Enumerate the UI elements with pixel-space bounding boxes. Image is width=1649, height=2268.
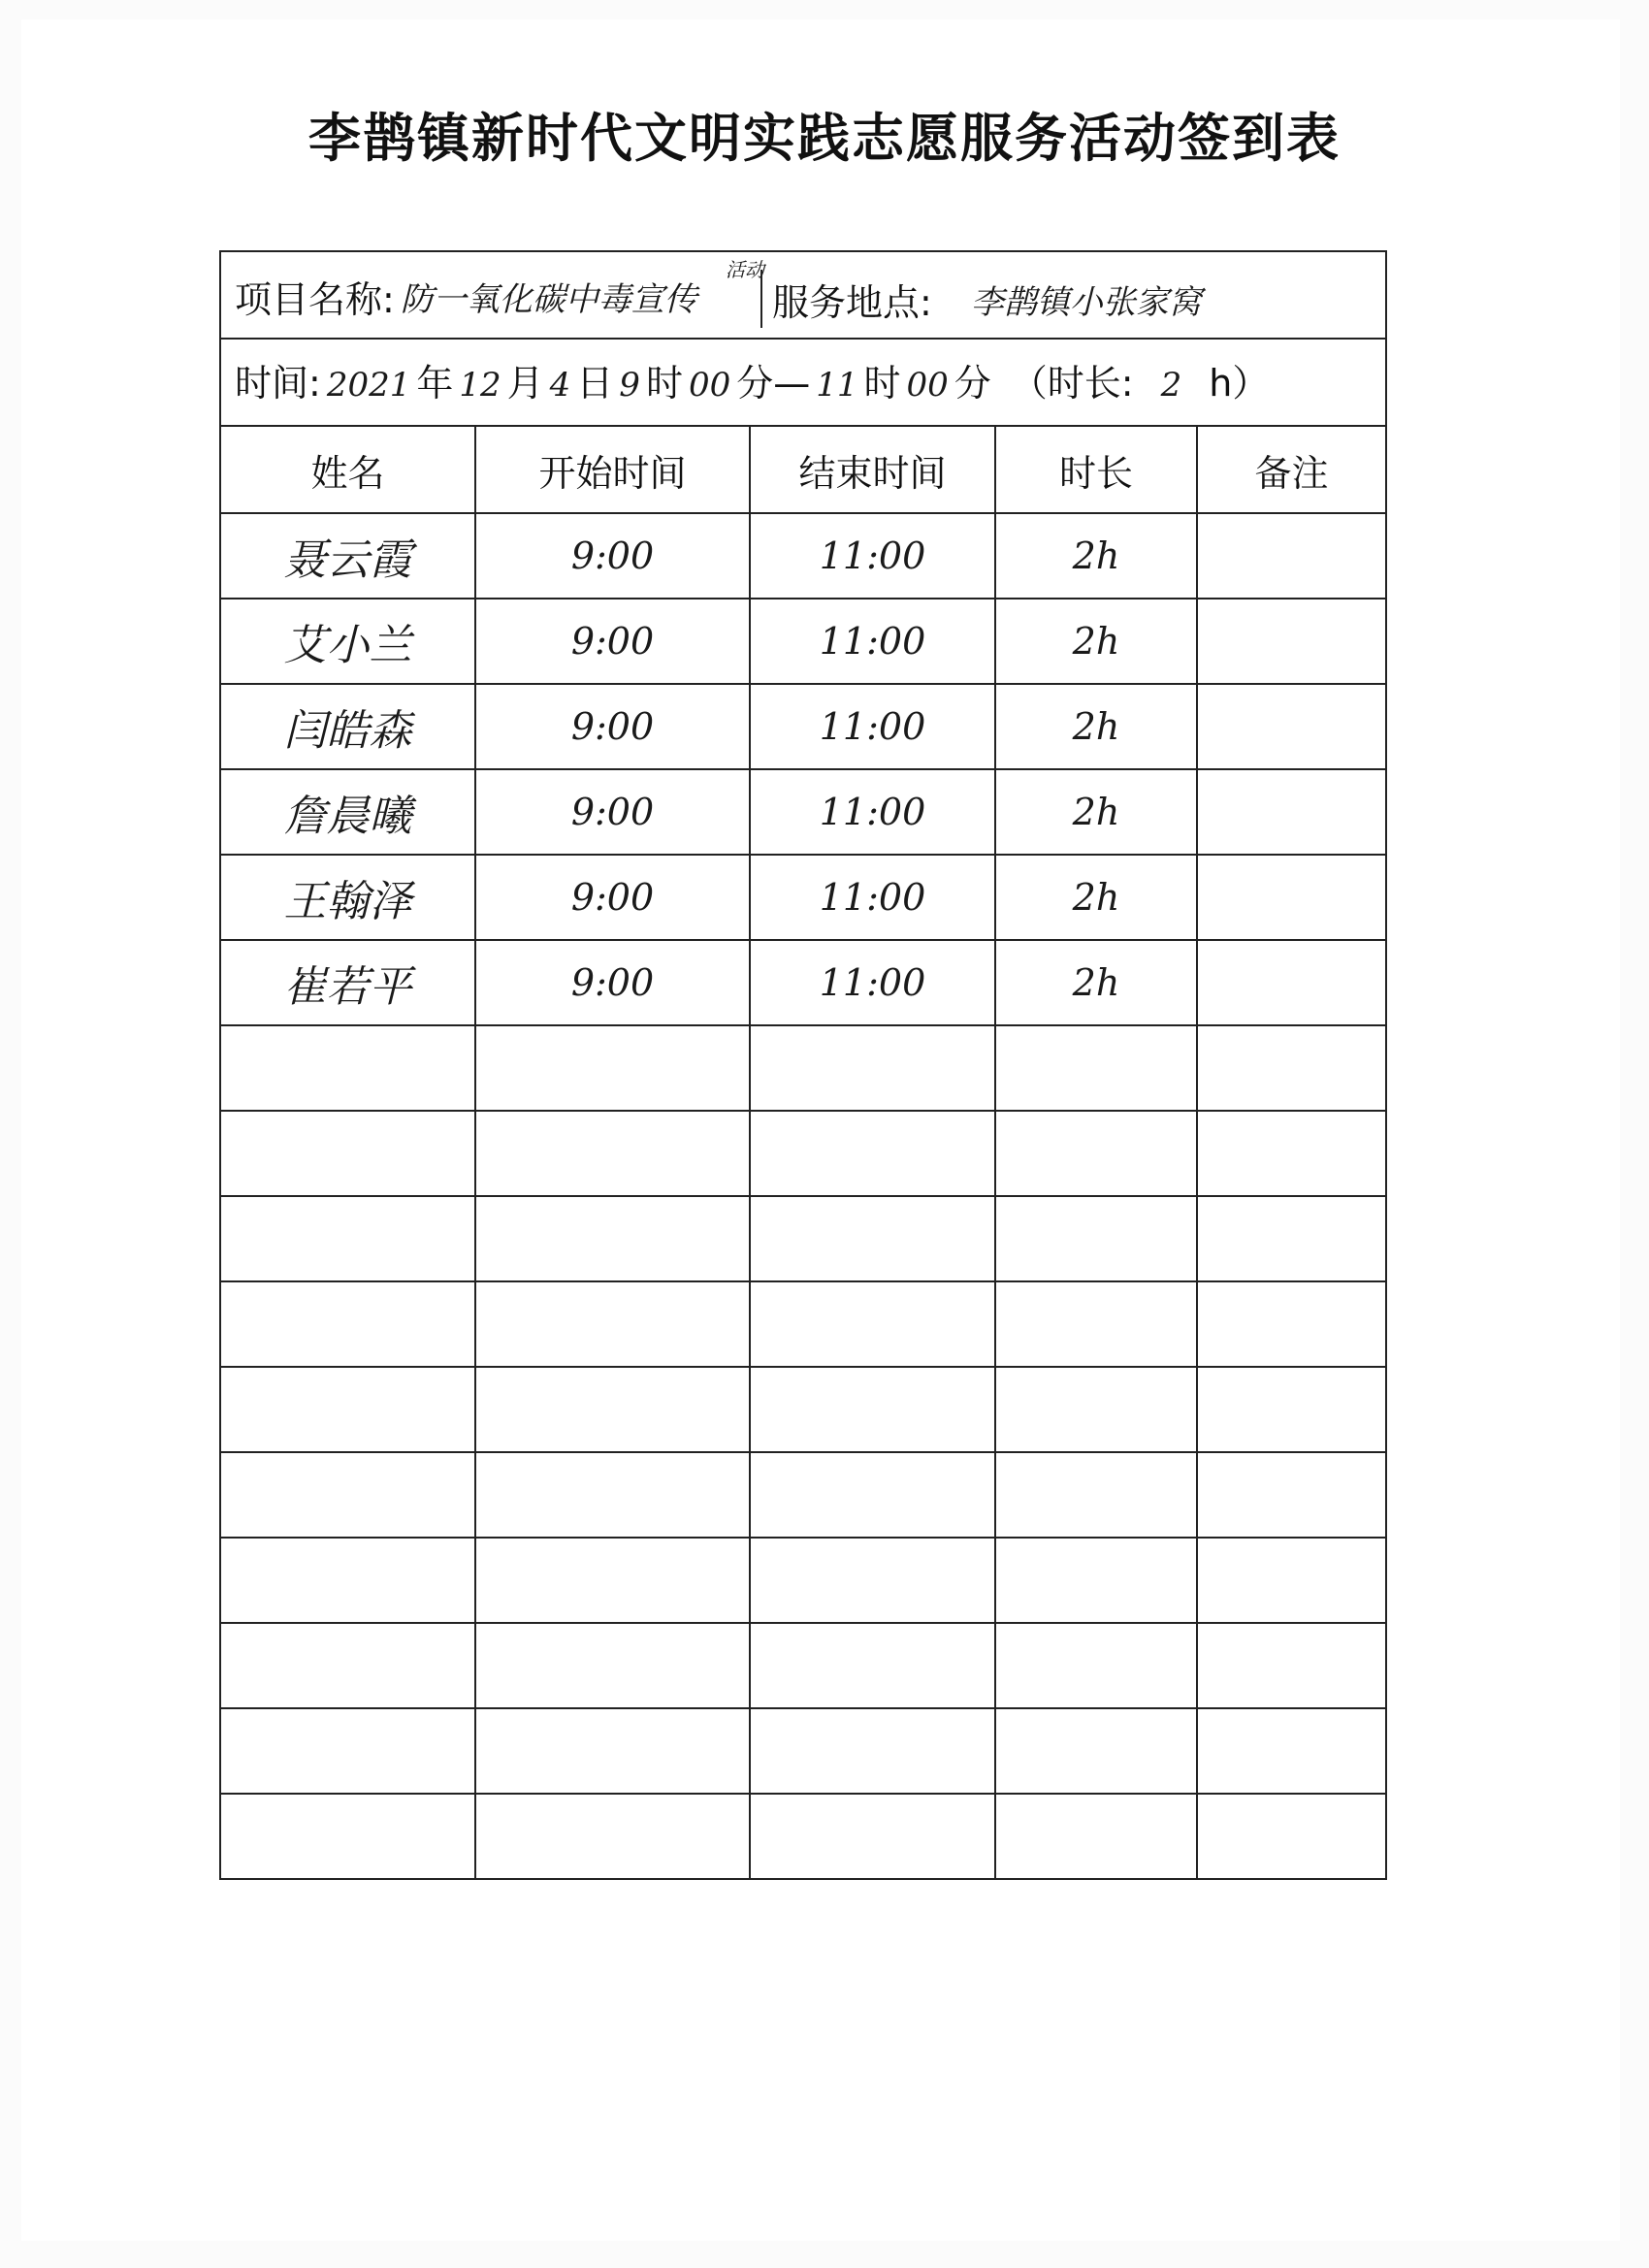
start-value: 9:00 bbox=[570, 535, 655, 577]
cell-duration bbox=[995, 1367, 1197, 1452]
cell-start bbox=[475, 1111, 750, 1196]
cell-name bbox=[221, 1281, 475, 1367]
cell-end bbox=[750, 1708, 995, 1794]
table-row bbox=[221, 1196, 1385, 1281]
cell-duration bbox=[995, 769, 1197, 855]
cell-end bbox=[750, 1623, 995, 1708]
time-year: 2021 bbox=[326, 366, 411, 405]
cell-start bbox=[475, 599, 750, 684]
cell-name bbox=[221, 1025, 475, 1111]
cell-duration bbox=[995, 1196, 1197, 1281]
table-row bbox=[221, 1111, 1385, 1196]
cell-end bbox=[750, 513, 995, 599]
time-end-min: 00 bbox=[906, 366, 949, 405]
cell-end bbox=[750, 1111, 995, 1196]
cell-note bbox=[1197, 1367, 1385, 1452]
cell-name bbox=[221, 855, 475, 940]
table-row bbox=[221, 855, 1385, 940]
cell-name bbox=[221, 513, 475, 599]
cell-note bbox=[1197, 855, 1385, 940]
cell-start bbox=[475, 1708, 750, 1794]
cell-duration bbox=[995, 1708, 1197, 1794]
table-body bbox=[221, 513, 1385, 1878]
table-row bbox=[221, 684, 1385, 769]
cell-note bbox=[1197, 1025, 1385, 1111]
cell-end bbox=[750, 1367, 995, 1452]
cell-duration bbox=[995, 1452, 1197, 1538]
cell-end bbox=[750, 1794, 995, 1878]
cell-start bbox=[475, 1367, 750, 1452]
cell-end bbox=[750, 855, 995, 940]
time-start-hour: 9 bbox=[619, 366, 640, 405]
name-value: 聂云霞 bbox=[283, 535, 412, 585]
cell-start bbox=[475, 1196, 750, 1281]
header-duration: 时长 bbox=[995, 427, 1197, 513]
time-start-min: 00 bbox=[688, 366, 731, 405]
cell-name bbox=[221, 599, 475, 684]
duration-label: （时长: bbox=[1010, 362, 1134, 405]
time-day: 4 bbox=[549, 366, 571, 405]
cell-end bbox=[750, 1196, 995, 1281]
cell-end bbox=[750, 599, 995, 684]
cell-duration bbox=[995, 1111, 1197, 1196]
cell-name bbox=[221, 1111, 475, 1196]
cell-start bbox=[475, 684, 750, 769]
table-row bbox=[221, 1452, 1385, 1538]
cell-name bbox=[221, 1367, 475, 1452]
cell-start bbox=[475, 1452, 750, 1538]
cell-note bbox=[1197, 1708, 1385, 1794]
cell-note bbox=[1197, 940, 1385, 1025]
name-value: 闫皓森 bbox=[283, 706, 412, 756]
end-value: 11:00 bbox=[819, 876, 926, 919]
cell-end bbox=[750, 1452, 995, 1538]
end-value: 11:00 bbox=[819, 961, 926, 1004]
project-label: 项目名称: bbox=[235, 278, 395, 321]
cell-start bbox=[475, 513, 750, 599]
cell-note bbox=[1197, 1281, 1385, 1367]
table-row bbox=[221, 769, 1385, 855]
cell-duration bbox=[995, 1794, 1197, 1878]
cell-name bbox=[221, 1452, 475, 1538]
table-row bbox=[221, 1708, 1385, 1794]
cell-start bbox=[475, 1025, 750, 1111]
table-row bbox=[221, 513, 1385, 599]
cell-start bbox=[475, 1623, 750, 1708]
header-name: 姓名 bbox=[221, 427, 475, 513]
cell-name bbox=[221, 1538, 475, 1623]
cell-start bbox=[475, 855, 750, 940]
start-value: 9:00 bbox=[570, 876, 655, 919]
cell-note bbox=[1197, 599, 1385, 684]
time-end-min-unit: 分 bbox=[954, 362, 991, 405]
end-value: 11:00 bbox=[819, 620, 926, 663]
start-value: 9:00 bbox=[570, 620, 655, 663]
project-value: 防一氧化碳中毒宣传 bbox=[400, 280, 697, 319]
cell-duration bbox=[995, 940, 1197, 1025]
cell-duration bbox=[995, 1538, 1197, 1623]
cell-name bbox=[221, 940, 475, 1025]
duration-value: 2h bbox=[1072, 705, 1120, 748]
cell-duration bbox=[995, 855, 1197, 940]
cell-duration bbox=[995, 1025, 1197, 1111]
cell-note bbox=[1197, 513, 1385, 599]
table-row bbox=[221, 1025, 1385, 1111]
cell-name bbox=[221, 1794, 475, 1878]
cell-name bbox=[221, 1708, 475, 1794]
table-row bbox=[221, 1794, 1385, 1878]
name-value: 王翰泽 bbox=[283, 877, 412, 926]
table-row bbox=[221, 1367, 1385, 1452]
cell-name bbox=[221, 684, 475, 769]
cell-start bbox=[475, 1794, 750, 1878]
duration-value: 2h bbox=[1072, 876, 1120, 919]
time-label: 时间: bbox=[235, 362, 321, 405]
table-header-row bbox=[221, 427, 1385, 513]
location-field bbox=[760, 270, 1202, 328]
document-title: 李鹊镇新时代文明实践志愿服务活动签到表 bbox=[308, 108, 1341, 169]
start-value: 9:00 bbox=[570, 961, 655, 1004]
cell-end bbox=[750, 684, 995, 769]
location-label: 服务地点: bbox=[772, 280, 932, 324]
table-row bbox=[221, 1281, 1385, 1367]
project-field bbox=[235, 270, 697, 323]
time-month: 12 bbox=[459, 366, 501, 405]
table-row bbox=[221, 1623, 1385, 1708]
cell-end bbox=[750, 1538, 995, 1623]
cell-note bbox=[1197, 1111, 1385, 1196]
table-row bbox=[221, 940, 1385, 1025]
header-end: 结束时间 bbox=[750, 427, 995, 513]
cell-note bbox=[1197, 1623, 1385, 1708]
duration-value: 2h bbox=[1072, 535, 1120, 577]
cell-end bbox=[750, 940, 995, 1025]
end-value: 11:00 bbox=[819, 705, 926, 748]
cell-duration bbox=[995, 513, 1197, 599]
duration-unit: h） bbox=[1209, 362, 1270, 405]
cell-start bbox=[475, 1281, 750, 1367]
cell-note bbox=[1197, 1452, 1385, 1538]
start-value: 9:00 bbox=[570, 705, 655, 748]
end-value: 11:00 bbox=[819, 791, 926, 833]
cell-note bbox=[1197, 1196, 1385, 1281]
time-hour-unit: 时 bbox=[645, 362, 683, 405]
time-month-unit: 月 bbox=[506, 362, 544, 405]
cell-note bbox=[1197, 1794, 1385, 1878]
cell-name bbox=[221, 769, 475, 855]
project-insertion: 活动 bbox=[726, 258, 764, 281]
time-end-hour: 11 bbox=[816, 366, 858, 405]
time-end-hour-unit: 时 bbox=[863, 362, 901, 405]
name-value: 崔若平 bbox=[283, 962, 412, 1012]
cell-duration bbox=[995, 599, 1197, 684]
name-value: 詹晨曦 bbox=[283, 792, 412, 841]
duration-value: 2h bbox=[1072, 961, 1120, 1004]
time-day-unit: 日 bbox=[576, 362, 614, 405]
cell-start bbox=[475, 940, 750, 1025]
duration-value: 2h bbox=[1072, 620, 1120, 663]
cell-name bbox=[221, 1196, 475, 1281]
time-row bbox=[221, 340, 1385, 427]
signin-table bbox=[221, 427, 1385, 1878]
cell-start bbox=[475, 769, 750, 855]
cell-note bbox=[1197, 684, 1385, 769]
cell-note bbox=[1197, 1538, 1385, 1623]
cell-duration bbox=[995, 684, 1197, 769]
duration-value: 2h bbox=[1072, 791, 1120, 833]
cell-note bbox=[1197, 769, 1385, 855]
start-value: 9:00 bbox=[570, 791, 655, 833]
table-row bbox=[221, 599, 1385, 684]
signin-form bbox=[219, 250, 1387, 1880]
header-note: 备注 bbox=[1197, 427, 1385, 513]
cell-end bbox=[750, 1025, 995, 1111]
table-row bbox=[221, 1538, 1385, 1623]
time-field bbox=[235, 353, 1269, 406]
cell-end bbox=[750, 1281, 995, 1367]
location-value: 李鹊镇小张家窝 bbox=[970, 282, 1202, 322]
end-value: 11:00 bbox=[819, 535, 926, 577]
cell-duration bbox=[995, 1281, 1197, 1367]
name-value: 艾小兰 bbox=[283, 621, 412, 670]
header-start: 开始时间 bbox=[475, 427, 750, 513]
cell-start bbox=[475, 1538, 750, 1623]
time-min-unit: 分— bbox=[736, 362, 811, 405]
cell-duration bbox=[995, 1623, 1197, 1708]
duration-value: 2 bbox=[1160, 366, 1182, 405]
cell-name bbox=[221, 1623, 475, 1708]
time-year-unit: 年 bbox=[416, 362, 454, 405]
cell-end bbox=[750, 769, 995, 855]
project-row bbox=[221, 252, 1385, 340]
